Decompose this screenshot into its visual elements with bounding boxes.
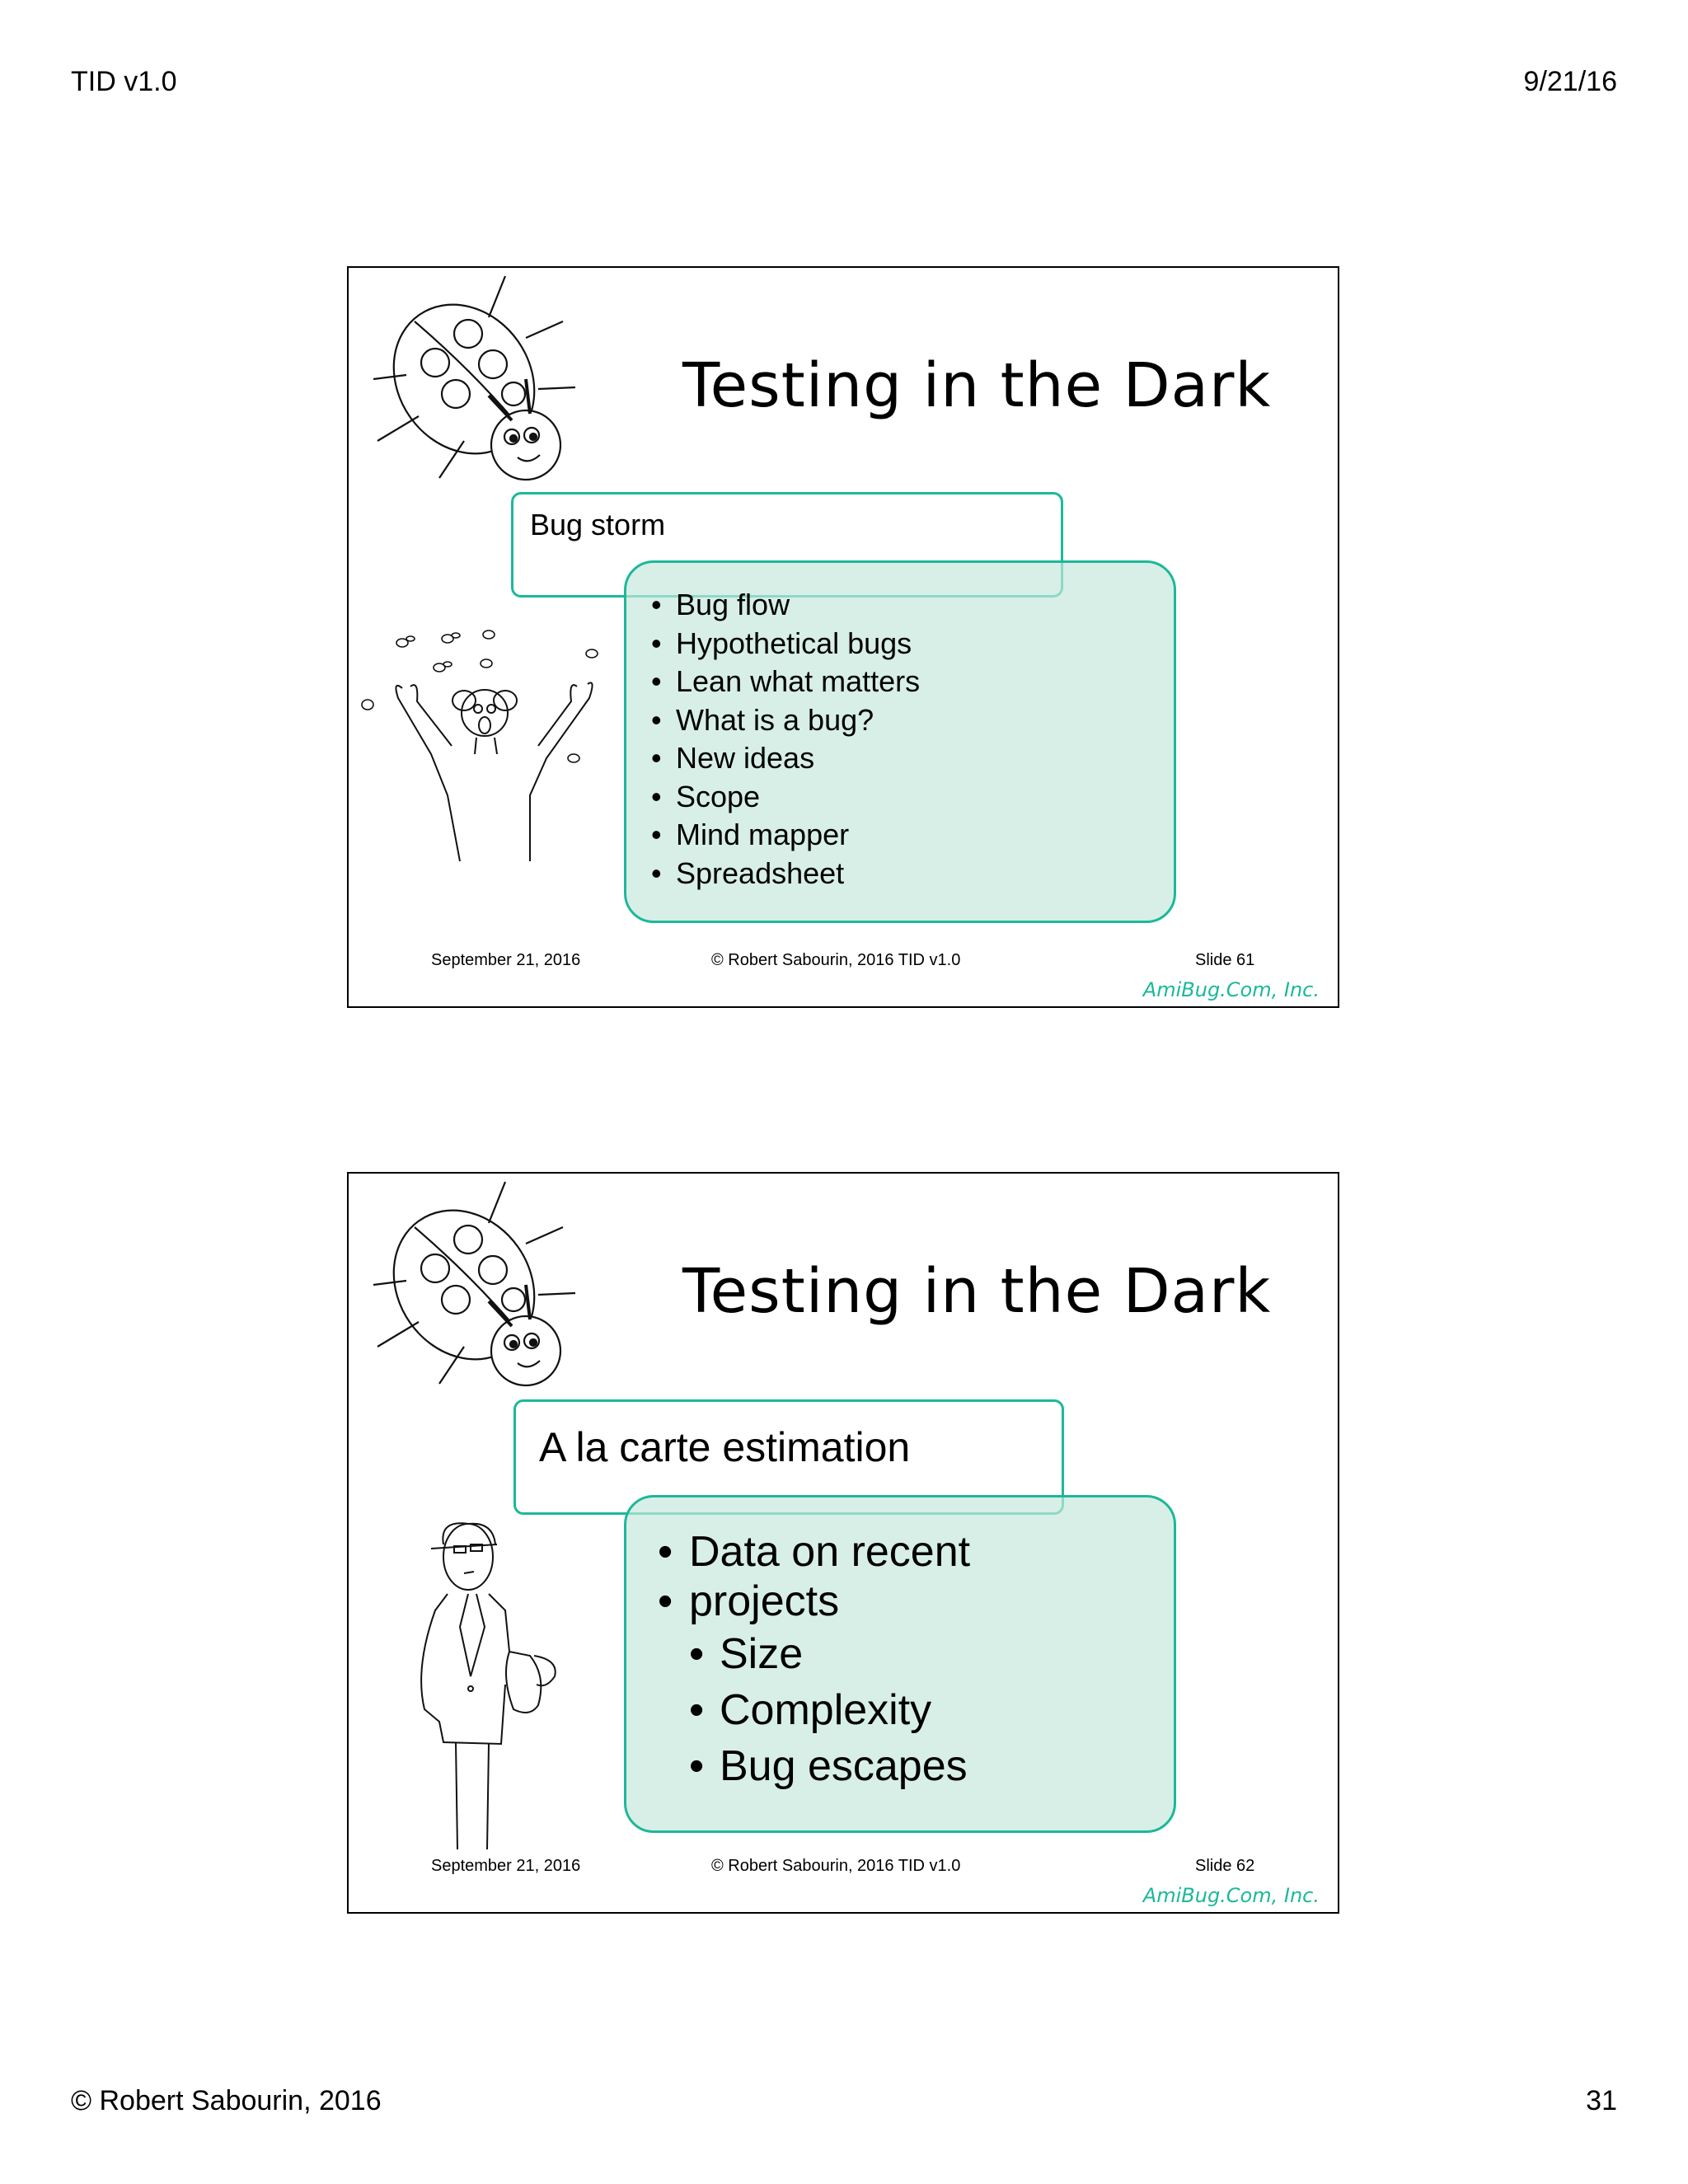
- list-item: • Lean what matters: [651, 663, 920, 701]
- list-item: • New ideas: [651, 739, 920, 778]
- bullet-list: [651, 586, 920, 893]
- company-name: AmiBug.Com, Inc.: [1142, 978, 1320, 1001]
- list-item: • Bug flow: [651, 586, 920, 625]
- topic-label: A la carte estimation: [539, 1424, 911, 1470]
- bullet-box: [624, 1495, 1176, 1833]
- list-item: • Hypothetical bugs: [651, 625, 920, 663]
- bullet-list: [658, 1527, 970, 1794]
- slide-61: [347, 266, 1339, 1008]
- list-item: • Data on recent: [658, 1527, 970, 1577]
- list-item-continuation: [658, 1577, 970, 1626]
- person-surrounded-by-bugs-icon: [353, 622, 617, 861]
- page-number: 31: [1586, 2085, 1617, 2116]
- list-item-text: projects: [689, 1577, 840, 1625]
- company-name: AmiBug.Com, Inc.: [1142, 1884, 1320, 1907]
- list-item: • Scope: [651, 778, 920, 817]
- slide-number: Slide 62: [1195, 1857, 1255, 1875]
- slide-footer-date: September 21, 2016: [431, 951, 581, 969]
- page-header-left: TID v1.0: [71, 66, 177, 97]
- slide-footer-copyright: © Robert Sabourin, 2016 TID v1.0: [711, 1857, 961, 1875]
- man-holding-hat-icon: [406, 1511, 588, 1858]
- bullet-box: [624, 560, 1176, 923]
- list-item: • Size: [658, 1626, 970, 1682]
- list-item: • Complexity: [658, 1682, 970, 1738]
- topic-label: Bug storm: [530, 508, 666, 541]
- list-item: • Bug escapes: [658, 1738, 970, 1794]
- page-header-date: 9/21/16: [1523, 66, 1617, 97]
- slide-number: Slide 61: [1195, 951, 1255, 969]
- slide-title: Testing in the Dark: [682, 350, 1272, 421]
- ladybug-icon: [357, 1178, 604, 1392]
- slide-62: [347, 1172, 1339, 1914]
- slide-title: Testing in the Dark: [682, 1256, 1272, 1327]
- list-item: • Spreadsheet: [651, 855, 920, 893]
- slide-footer-date: September 21, 2016: [431, 1857, 581, 1875]
- list-item: • What is a bug?: [651, 701, 920, 740]
- page-footer-copyright: © Robert Sabourin, 2016: [71, 2085, 382, 2116]
- list-item: • Mind mapper: [651, 816, 920, 855]
- slide-footer-copyright: © Robert Sabourin, 2016 TID v1.0: [711, 951, 961, 969]
- ladybug-icon: [357, 272, 604, 486]
